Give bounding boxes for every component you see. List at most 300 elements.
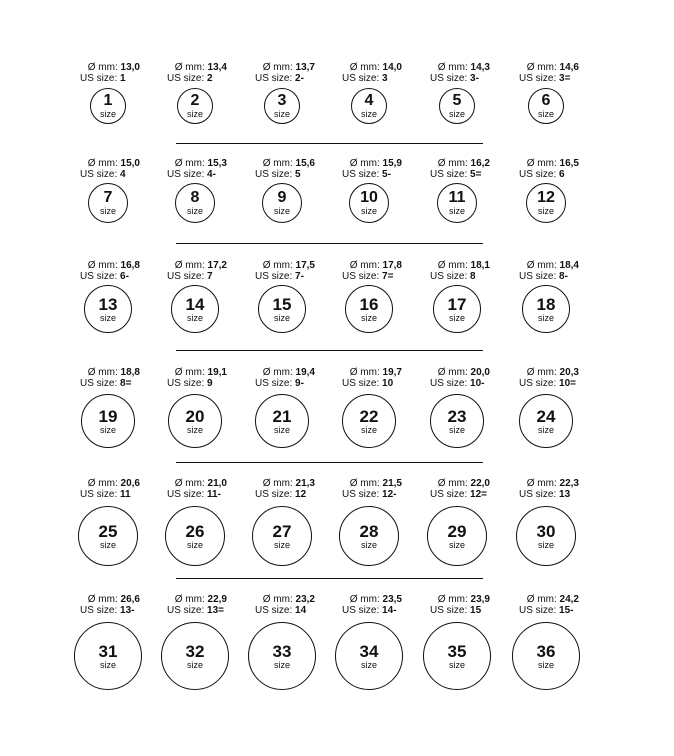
us-size-prefix: US size: bbox=[430, 73, 468, 84]
us-size-line bbox=[519, 489, 607, 500]
diameter-prefix: Ø mm: bbox=[87, 478, 118, 489]
diameter-prefix: Ø mm: bbox=[87, 367, 118, 378]
diameter-prefix: Ø mm: bbox=[437, 158, 468, 169]
diameter-prefix: Ø mm: bbox=[174, 594, 205, 605]
ring-size-word: size bbox=[360, 539, 377, 550]
size-label bbox=[428, 478, 518, 500]
us-size-value: 4 bbox=[120, 169, 126, 180]
row-divider bbox=[176, 462, 483, 463]
diameter-prefix: Ø mm: bbox=[437, 367, 468, 378]
us-size-prefix: US size: bbox=[255, 605, 293, 616]
us-size-line bbox=[255, 378, 343, 389]
ring-size-word: size bbox=[273, 539, 290, 550]
ring-circle bbox=[519, 394, 573, 448]
diameter-value: 22,9 bbox=[207, 594, 227, 605]
size-label bbox=[253, 260, 343, 282]
ring-size-number: 29 bbox=[447, 521, 467, 541]
ring-size-number: 17 bbox=[447, 294, 467, 314]
size-label bbox=[78, 478, 168, 500]
us-size-line bbox=[342, 489, 430, 500]
us-size-line bbox=[430, 73, 518, 84]
us-size-prefix: US size: bbox=[167, 605, 205, 616]
ring-size-word: size bbox=[360, 109, 377, 119]
us-size-line bbox=[519, 378, 607, 389]
us-size-prefix: US size: bbox=[80, 489, 118, 500]
ring-size-word: size bbox=[273, 659, 290, 670]
diameter-line bbox=[340, 478, 402, 489]
us-size-line bbox=[80, 169, 168, 180]
ring-size-word: size bbox=[273, 206, 290, 216]
size-label bbox=[340, 478, 430, 500]
ring-circle bbox=[342, 394, 396, 448]
us-size-prefix: US size: bbox=[255, 169, 293, 180]
diameter-value: 14,3 bbox=[470, 62, 490, 73]
us-size-prefix: US size: bbox=[342, 378, 380, 389]
ring-size-number: 19 bbox=[98, 406, 118, 426]
diameter-line bbox=[165, 478, 227, 489]
diameter-prefix: Ø mm: bbox=[526, 260, 557, 271]
ring-circle bbox=[81, 394, 135, 448]
diameter-value: 21,3 bbox=[295, 478, 315, 489]
ring-circle bbox=[439, 88, 475, 124]
diameter-value: 23,5 bbox=[382, 594, 402, 605]
ring-size-word: size bbox=[273, 312, 290, 323]
diameter-prefix: Ø mm: bbox=[526, 158, 557, 169]
us-size-line bbox=[342, 378, 430, 389]
diameter-prefix: Ø mm: bbox=[174, 367, 205, 378]
diameter-prefix: Ø mm: bbox=[87, 62, 118, 73]
ring-size-word: size bbox=[99, 109, 116, 119]
ring-circle bbox=[528, 88, 564, 124]
ring-size-word: size bbox=[99, 539, 116, 550]
diameter-prefix: Ø mm: bbox=[174, 62, 205, 73]
us-size-value: 12= bbox=[470, 489, 487, 500]
ring-circle bbox=[335, 622, 403, 690]
us-size-value: 6 bbox=[559, 169, 565, 180]
ring-size-number: 35 bbox=[447, 641, 467, 661]
ring-size-number: 27 bbox=[272, 521, 292, 541]
ring-size-word: size bbox=[360, 659, 377, 670]
diameter-prefix: Ø mm: bbox=[87, 260, 118, 271]
us-size-line bbox=[430, 169, 518, 180]
us-size-prefix: US size: bbox=[342, 169, 380, 180]
ring-size-number: 23 bbox=[447, 406, 467, 426]
diameter-line bbox=[517, 478, 579, 489]
diameter-value: 18,8 bbox=[120, 367, 140, 378]
us-size-line bbox=[255, 605, 343, 616]
diameter-value: 20,0 bbox=[470, 367, 490, 378]
us-size-value: 13 bbox=[559, 489, 571, 500]
us-size-line bbox=[167, 271, 255, 282]
ring-size-number: 13 bbox=[98, 294, 118, 314]
diameter-line bbox=[253, 478, 315, 489]
diameter-line bbox=[340, 62, 402, 73]
us-size-prefix: US size: bbox=[167, 73, 205, 84]
ring-size-number: 7 bbox=[103, 189, 113, 206]
ring-size-word: size bbox=[99, 424, 116, 435]
diameter-line bbox=[165, 594, 227, 605]
diameter-value: 18,4 bbox=[559, 260, 579, 271]
size-label bbox=[165, 478, 255, 500]
ring-size-number: 6 bbox=[541, 92, 551, 109]
ring-size-word: size bbox=[537, 539, 554, 550]
diameter-line bbox=[253, 367, 315, 378]
ring-size-word: size bbox=[186, 659, 203, 670]
ring-size-word: size bbox=[186, 539, 203, 550]
diameter-value: 17,2 bbox=[207, 260, 227, 271]
diameter-value: 23,2 bbox=[295, 594, 315, 605]
ring-size-number: 8 bbox=[190, 189, 200, 206]
us-size-prefix: US size: bbox=[255, 73, 293, 84]
diameter-prefix: Ø mm: bbox=[262, 478, 293, 489]
us-size-prefix: US size: bbox=[80, 73, 118, 84]
diameter-value: 20,3 bbox=[559, 367, 579, 378]
size-label bbox=[340, 260, 430, 282]
ring-circle bbox=[255, 394, 309, 448]
ring-size-number: 24 bbox=[536, 406, 556, 426]
us-size-prefix: US size: bbox=[430, 489, 468, 500]
ring-size-number: 9 bbox=[277, 189, 287, 206]
ring-size-number: 11 bbox=[448, 189, 466, 206]
us-size-line bbox=[255, 73, 343, 84]
us-size-line bbox=[519, 169, 607, 180]
row-divider bbox=[176, 350, 483, 351]
us-size-line bbox=[80, 73, 168, 84]
diameter-value: 19,1 bbox=[207, 367, 227, 378]
diameter-value: 20,6 bbox=[120, 478, 140, 489]
diameter-value: 13,7 bbox=[295, 62, 315, 73]
ring-circle bbox=[349, 183, 389, 223]
size-label bbox=[428, 367, 518, 389]
ring-circle bbox=[339, 506, 399, 566]
us-size-prefix: US size: bbox=[167, 378, 205, 389]
diameter-line bbox=[78, 367, 140, 378]
ring-size-number: 21 bbox=[272, 406, 292, 426]
size-label bbox=[517, 62, 607, 84]
size-label bbox=[253, 367, 343, 389]
us-size-prefix: US size: bbox=[430, 605, 468, 616]
ring-circle bbox=[165, 506, 225, 566]
size-label bbox=[517, 260, 607, 282]
ring-size-word: size bbox=[360, 206, 377, 216]
diameter-line bbox=[78, 62, 140, 73]
diameter-prefix: Ø mm: bbox=[349, 478, 380, 489]
us-size-value: 8 bbox=[470, 271, 476, 282]
us-size-line bbox=[519, 73, 607, 84]
ring-circle bbox=[84, 285, 132, 333]
size-label bbox=[340, 62, 430, 84]
ring-size-number: 10 bbox=[360, 189, 378, 206]
diameter-value: 15,0 bbox=[120, 158, 140, 169]
diameter-value: 13,4 bbox=[207, 62, 227, 73]
us-size-value: 14- bbox=[382, 605, 397, 616]
size-label bbox=[517, 367, 607, 389]
ring-size-word: size bbox=[186, 206, 203, 216]
size-label bbox=[253, 594, 343, 616]
us-size-value: 14 bbox=[295, 605, 307, 616]
diameter-prefix: Ø mm: bbox=[437, 478, 468, 489]
diameter-line bbox=[253, 62, 315, 73]
size-label bbox=[78, 260, 168, 282]
diameter-line bbox=[340, 158, 402, 169]
diameter-value: 16,8 bbox=[120, 260, 140, 271]
ring-size-word: size bbox=[360, 312, 377, 323]
size-label bbox=[165, 260, 255, 282]
ring-size-number: 15 bbox=[272, 294, 292, 314]
ring-size-number: 30 bbox=[536, 521, 556, 541]
diameter-line bbox=[517, 260, 579, 271]
us-size-prefix: US size: bbox=[167, 489, 205, 500]
ring-size-word: size bbox=[537, 424, 554, 435]
diameter-line bbox=[253, 260, 315, 271]
size-label bbox=[428, 594, 518, 616]
ring-circle bbox=[177, 88, 213, 124]
diameter-value: 14,6 bbox=[559, 62, 579, 73]
size-label bbox=[78, 62, 168, 84]
us-size-prefix: US size: bbox=[255, 271, 293, 282]
diameter-value: 15,6 bbox=[295, 158, 315, 169]
diameter-line bbox=[165, 260, 227, 271]
us-size-value: 5= bbox=[470, 169, 482, 180]
us-size-value: 2 bbox=[207, 73, 213, 84]
diameter-value: 14,0 bbox=[382, 62, 402, 73]
us-size-prefix: US size: bbox=[167, 169, 205, 180]
size-label bbox=[78, 158, 168, 180]
us-size-line bbox=[80, 489, 168, 500]
diameter-value: 16,5 bbox=[559, 158, 579, 169]
us-size-value: 15- bbox=[559, 605, 574, 616]
diameter-prefix: Ø mm: bbox=[262, 367, 293, 378]
us-size-prefix: US size: bbox=[255, 489, 293, 500]
ring-circle bbox=[526, 183, 566, 223]
ring-circle bbox=[258, 285, 306, 333]
diameter-value: 22,3 bbox=[559, 478, 579, 489]
us-size-value: 12- bbox=[382, 489, 397, 500]
us-size-prefix: US size: bbox=[80, 378, 118, 389]
diameter-prefix: Ø mm: bbox=[349, 594, 380, 605]
ring-circle bbox=[252, 506, 312, 566]
ring-size-number: 25 bbox=[98, 521, 118, 541]
ring-size-word: size bbox=[186, 312, 203, 323]
us-size-line bbox=[80, 378, 168, 389]
us-size-prefix: US size: bbox=[519, 73, 557, 84]
us-size-line bbox=[342, 169, 430, 180]
diameter-line bbox=[428, 158, 490, 169]
ring-size-number: 33 bbox=[272, 641, 292, 661]
ring-size-word: size bbox=[99, 312, 116, 323]
ring-size-word: size bbox=[360, 424, 377, 435]
us-size-value: 3= bbox=[559, 73, 571, 84]
us-size-line bbox=[255, 271, 343, 282]
diameter-line bbox=[428, 594, 490, 605]
ring-circle bbox=[264, 88, 300, 124]
size-label bbox=[253, 478, 343, 500]
diameter-prefix: Ø mm: bbox=[262, 158, 293, 169]
us-size-value: 3- bbox=[470, 73, 479, 84]
us-size-value: 10= bbox=[559, 378, 576, 389]
us-size-value: 6- bbox=[120, 271, 129, 282]
ring-circle bbox=[512, 622, 580, 690]
ring-size-number: 26 bbox=[185, 521, 205, 541]
ring-size-number: 12 bbox=[537, 189, 555, 206]
diameter-prefix: Ø mm: bbox=[349, 62, 380, 73]
ring-circle bbox=[88, 183, 128, 223]
us-size-value: 8= bbox=[120, 378, 132, 389]
diameter-value: 23,9 bbox=[470, 594, 490, 605]
us-size-prefix: US size: bbox=[519, 169, 557, 180]
us-size-line bbox=[255, 169, 343, 180]
diameter-value: 17,5 bbox=[295, 260, 315, 271]
diameter-prefix: Ø mm: bbox=[526, 367, 557, 378]
ring-size-number: 2 bbox=[190, 92, 200, 109]
ring-circle bbox=[248, 622, 316, 690]
us-size-value: 5- bbox=[382, 169, 391, 180]
diameter-line bbox=[517, 62, 579, 73]
us-size-line bbox=[167, 489, 255, 500]
diameter-line bbox=[517, 158, 579, 169]
us-size-line bbox=[430, 605, 518, 616]
us-size-value: 13- bbox=[120, 605, 135, 616]
ring-size-number: 16 bbox=[359, 294, 379, 314]
ring-size-number: 32 bbox=[185, 641, 205, 661]
us-size-line bbox=[342, 605, 430, 616]
us-size-line bbox=[255, 489, 343, 500]
ring-size-word: size bbox=[537, 206, 554, 216]
diameter-prefix: Ø mm: bbox=[526, 62, 557, 73]
diameter-value: 19,4 bbox=[295, 367, 315, 378]
ring-size-number: 22 bbox=[359, 406, 379, 426]
size-label bbox=[517, 478, 607, 500]
size-label bbox=[165, 62, 255, 84]
us-size-line bbox=[430, 271, 518, 282]
us-size-value: 11 bbox=[120, 489, 131, 500]
ring-circle bbox=[427, 506, 487, 566]
diameter-prefix: Ø mm: bbox=[262, 62, 293, 73]
diameter-line bbox=[428, 367, 490, 378]
ring-size-number: 36 bbox=[536, 641, 556, 661]
us-size-value: 1 bbox=[120, 73, 126, 84]
ring-size-number: 5 bbox=[452, 92, 462, 109]
size-label bbox=[165, 158, 255, 180]
us-size-line bbox=[519, 605, 607, 616]
us-size-prefix: US size: bbox=[342, 271, 380, 282]
row-divider bbox=[176, 243, 483, 244]
ring-circle bbox=[516, 506, 576, 566]
ring-size-word: size bbox=[448, 206, 465, 216]
diameter-value: 16,2 bbox=[470, 158, 490, 169]
ring-circle bbox=[433, 285, 481, 333]
us-size-prefix: US size: bbox=[519, 605, 557, 616]
diameter-line bbox=[340, 260, 402, 271]
size-label bbox=[78, 367, 168, 389]
ring-size-word: size bbox=[273, 109, 290, 119]
diameter-prefix: Ø mm: bbox=[349, 367, 380, 378]
ring-size-word: size bbox=[448, 539, 465, 550]
size-label bbox=[428, 260, 518, 282]
diameter-line bbox=[165, 158, 227, 169]
size-label bbox=[340, 158, 430, 180]
diameter-prefix: Ø mm: bbox=[437, 594, 468, 605]
ring-size-number: 34 bbox=[359, 641, 379, 661]
diameter-line bbox=[165, 62, 227, 73]
ring-circle bbox=[74, 622, 142, 690]
diameter-prefix: Ø mm: bbox=[437, 260, 468, 271]
us-size-value: 15 bbox=[470, 605, 482, 616]
us-size-prefix: US size: bbox=[80, 169, 118, 180]
diameter-prefix: Ø mm: bbox=[174, 260, 205, 271]
us-size-prefix: US size: bbox=[430, 271, 468, 282]
ring-size-number: 18 bbox=[536, 294, 556, 314]
diameter-line bbox=[78, 158, 140, 169]
diameter-prefix: Ø mm: bbox=[526, 478, 557, 489]
ring-size-word: size bbox=[537, 312, 554, 323]
us-size-value: 9- bbox=[295, 378, 304, 389]
ring-size-number: 31 bbox=[98, 641, 118, 661]
row-divider bbox=[176, 143, 483, 144]
ring-size-number: 14 bbox=[185, 294, 205, 314]
diameter-value: 17,8 bbox=[382, 260, 402, 271]
ring-circle bbox=[161, 622, 229, 690]
us-size-prefix: US size: bbox=[342, 605, 380, 616]
size-label bbox=[253, 158, 343, 180]
diameter-line bbox=[78, 478, 140, 489]
us-size-prefix: US size: bbox=[80, 605, 118, 616]
us-size-prefix: US size: bbox=[80, 271, 118, 282]
us-size-value: 2- bbox=[295, 73, 304, 84]
ring-circle bbox=[90, 88, 126, 124]
us-size-value: 5 bbox=[295, 169, 301, 180]
diameter-value: 22,0 bbox=[470, 478, 490, 489]
us-size-line bbox=[519, 271, 607, 282]
us-size-value: 4- bbox=[207, 169, 216, 180]
ring-size-word: size bbox=[448, 312, 465, 323]
ring-size-word: size bbox=[99, 659, 116, 670]
us-size-prefix: US size: bbox=[519, 271, 557, 282]
diameter-prefix: Ø mm: bbox=[262, 260, 293, 271]
diameter-line bbox=[428, 260, 490, 271]
ring-circle bbox=[168, 394, 222, 448]
us-size-prefix: US size: bbox=[342, 73, 380, 84]
us-size-line bbox=[167, 378, 255, 389]
diameter-prefix: Ø mm: bbox=[349, 260, 380, 271]
us-size-prefix: US size: bbox=[167, 271, 205, 282]
us-size-value: 7= bbox=[382, 271, 394, 282]
diameter-line bbox=[428, 62, 490, 73]
diameter-value: 18,1 bbox=[470, 260, 490, 271]
ring-size-word: size bbox=[537, 659, 554, 670]
size-label bbox=[428, 62, 518, 84]
us-size-line bbox=[167, 73, 255, 84]
diameter-line bbox=[517, 367, 579, 378]
us-size-value: 7 bbox=[207, 271, 213, 282]
ring-circle bbox=[423, 622, 491, 690]
us-size-line bbox=[80, 605, 168, 616]
diameter-value: 21,5 bbox=[382, 478, 402, 489]
ring-circle bbox=[522, 285, 570, 333]
ring-size-word: size bbox=[537, 109, 554, 119]
diameter-prefix: Ø mm: bbox=[526, 594, 557, 605]
ring-size-word: size bbox=[448, 659, 465, 670]
ring-size-number: 1 bbox=[103, 92, 113, 109]
us-size-value: 11- bbox=[207, 489, 221, 500]
diameter-prefix: Ø mm: bbox=[87, 594, 118, 605]
us-size-line bbox=[430, 378, 518, 389]
us-size-value: 10- bbox=[470, 378, 485, 389]
ring-size-number: 20 bbox=[185, 406, 205, 426]
us-size-value: 3 bbox=[382, 73, 388, 84]
us-size-prefix: US size: bbox=[342, 489, 380, 500]
us-size-value: 12 bbox=[295, 489, 307, 500]
